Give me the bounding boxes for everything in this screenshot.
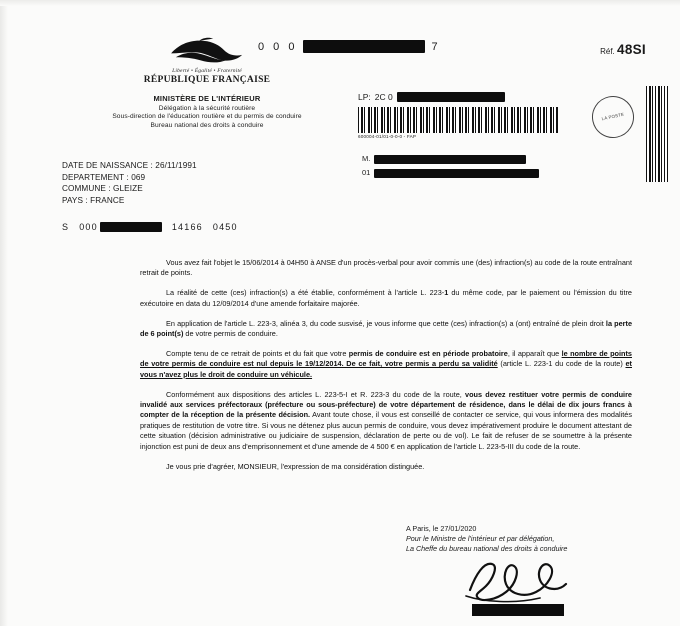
document-number-prefix: 0 0 0 <box>258 40 298 53</box>
place-and-date: A Paris, le 27/01/2020 <box>406 524 477 533</box>
commune-value: GLEIZE <box>113 184 143 193</box>
lp-label: LP: <box>358 92 371 102</box>
recipient-postcode-prefix: 01 <box>362 168 371 177</box>
redaction-bar-document-number <box>303 40 425 53</box>
redaction-bar-lp <box>397 92 505 102</box>
redaction-bar-signature-name <box>472 604 564 616</box>
scan-edge-top <box>0 0 680 6</box>
ministry-sub-line-1: Délégation à la sécurité routière <box>158 104 256 112</box>
barcode-vertical <box>646 86 668 182</box>
scan-edge-left <box>0 0 8 626</box>
recipient-line-1 <box>362 152 539 166</box>
country-label: PAYS : <box>62 195 88 205</box>
body-paragraph-5-text-c: Avant toute chose, il vous est conseillé de contacter ce service, qui vous informera des modalités pratiques de restitution de votre titre. Si vous ne détenez plus aucun permis de conduire, vous devez impérativement produire le document attestant de cette situation (décision administrative ou judiciaire de suspension, déclaration de perte ou de vol). Le fait de refuser de se soumettre à la présente injonction est puni de deux ans d'emprisonnement et d'une amende de 4 500 € en application de l'article L. 223-5-III du code de la route. <box>140 410 632 451</box>
reference-value: 48SI <box>617 42 646 57</box>
body-paragraph-4-text-d: le nombre de points de votre permis de conduire est nul depuis le 19/12/2014. De ce fait, votre permis a perdu sa validité <box>140 348 632 369</box>
ministry-sub-line-2: Sous-direction de l'éducation routière et du permis de conduire <box>112 113 302 120</box>
commune-row <box>62 183 197 195</box>
body-paragraph-3-text-a: En application de l'article L. 223-3, alinéa 3, du code susvisé, je vous informe que cette (ces) infraction(s) a (ont) entraîné de plein droit <box>166 318 606 328</box>
lp-line <box>358 92 570 102</box>
body-paragraph-4 <box>140 349 632 380</box>
postal-stamp-text: LA POSTE <box>601 111 625 122</box>
handwritten-signature <box>462 556 572 604</box>
ministry-sub-line-3: Bureau national des droits à conduire <box>150 121 264 129</box>
body-paragraph-6-text: Je vous prie d'agréer, MONSIEUR, l'expression de ma considération distinguée. <box>166 461 425 471</box>
body-paragraph-3-text-c: de votre permis de conduire. <box>183 329 278 339</box>
redaction-bar-dossier <box>100 222 162 232</box>
department-row <box>62 172 197 184</box>
birth-date-row <box>62 160 197 172</box>
marianne-logo-icon <box>168 36 246 66</box>
body-paragraph-5-text-a: Conformément aux dispositions des articles L. 223-5-I et R. 223-3 du code de la route, <box>166 389 466 399</box>
barcode-caption: 600004-01/01-0-0-0 - FAP <box>358 134 417 139</box>
postal-stamp-icon <box>588 92 638 142</box>
document-number <box>258 40 441 53</box>
body-paragraph-4-text-b: permis de conduire est en période probatoire <box>348 348 508 358</box>
delegation-line-1: Pour le Ministre de l'intérieur et par délégation, <box>406 534 555 543</box>
dossier-number-2: 14166 <box>171 222 203 232</box>
body-paragraph-4-text-c: , il apparaît que <box>507 348 562 358</box>
department-label: DEPARTEMENT : <box>62 172 129 182</box>
signature-block <box>406 524 567 554</box>
country-row <box>62 195 197 207</box>
dossier-number-3: 0450 <box>212 222 238 232</box>
birth-date-value: 26/11/1991 <box>155 161 197 170</box>
body-paragraph-3-text-b: la perte de 6 point(s) <box>140 318 632 339</box>
redaction-bar-recipient-address <box>374 169 539 178</box>
recipient-address-block <box>362 152 539 180</box>
body-paragraph-6 <box>140 462 632 472</box>
country-value: FRANCE <box>90 195 125 205</box>
body-paragraph-4-text-a: Compte tenu de ce retrait de points et du fait que votre <box>166 348 349 358</box>
dossier-prefix: S <box>62 222 70 232</box>
body-paragraph-3 <box>140 319 632 340</box>
dossier-number-row <box>62 222 238 232</box>
barcode-horizontal <box>358 107 558 133</box>
birth-date-label: DATE DE NAISSANCE : <box>62 161 153 170</box>
body-paragraph-1-text: Vous avez fait l'objet le 15/06/2014 à 04H50 à ANSE d'un procès-verbal pour avoir commis une (des) infraction(s) au code de la route entraînant retrait de points. <box>140 258 632 278</box>
letter-body <box>140 258 632 482</box>
recipient-civility: M. <box>362 154 371 163</box>
redaction-bar-recipient-name <box>374 155 526 164</box>
body-paragraph-4-text-e: (article L. 223-1 du code de la route) <box>497 359 626 369</box>
body-paragraph-2-text-b: 1 <box>444 288 449 298</box>
dossier-number-group <box>79 222 162 232</box>
body-paragraph-2-text-c: du même code, par le paiement ou l'émission du titre exécutoire en data du 12/09/2014 d'une amende forfaitaire majorée. <box>140 288 632 308</box>
department-value: 069 <box>131 172 146 182</box>
recipient-line-2 <box>362 166 539 180</box>
delegation-line-2: La Cheffe du bureau national des droits à conduire <box>406 544 568 553</box>
ministry-name: MINISTÈRE DE L'INTÉRIEUR <box>153 94 261 103</box>
body-paragraph-5 <box>140 390 632 452</box>
body-paragraph-1 <box>140 258 632 279</box>
body-paragraph-4-text-f: et vous n'avez plus le droit de conduire un véhicule. <box>140 359 632 379</box>
identity-block <box>62 160 197 206</box>
reference-code <box>600 42 646 57</box>
devise-text: Liberté • Égalité • Fraternité <box>172 68 242 74</box>
commune-label: COMMUNE : <box>62 184 111 193</box>
body-paragraph-2 <box>140 288 632 309</box>
republique-francaise-text: RÉPUBLIQUE FRANÇAISE <box>143 75 271 85</box>
dossier-number-1: 000 <box>79 222 98 232</box>
mailing-block <box>358 92 570 139</box>
body-paragraph-5-text-b: vous devez restituer votre permis de conduire invalidé aux services préfectoraux (préfecture ou sous-préfecture) de votre département de résidence, dans le délai de dix jours francs à compter de la réception de la présente décision. <box>140 389 632 420</box>
body-paragraph-2-text-a: La réalité de cette (ces) infraction(s) a été établie, conformément à l'article L. 223- <box>166 288 445 298</box>
reference-label: Réf. <box>600 47 615 56</box>
lp-value: 2C 0 <box>374 92 393 102</box>
document-number-suffix: 7 <box>431 40 441 53</box>
